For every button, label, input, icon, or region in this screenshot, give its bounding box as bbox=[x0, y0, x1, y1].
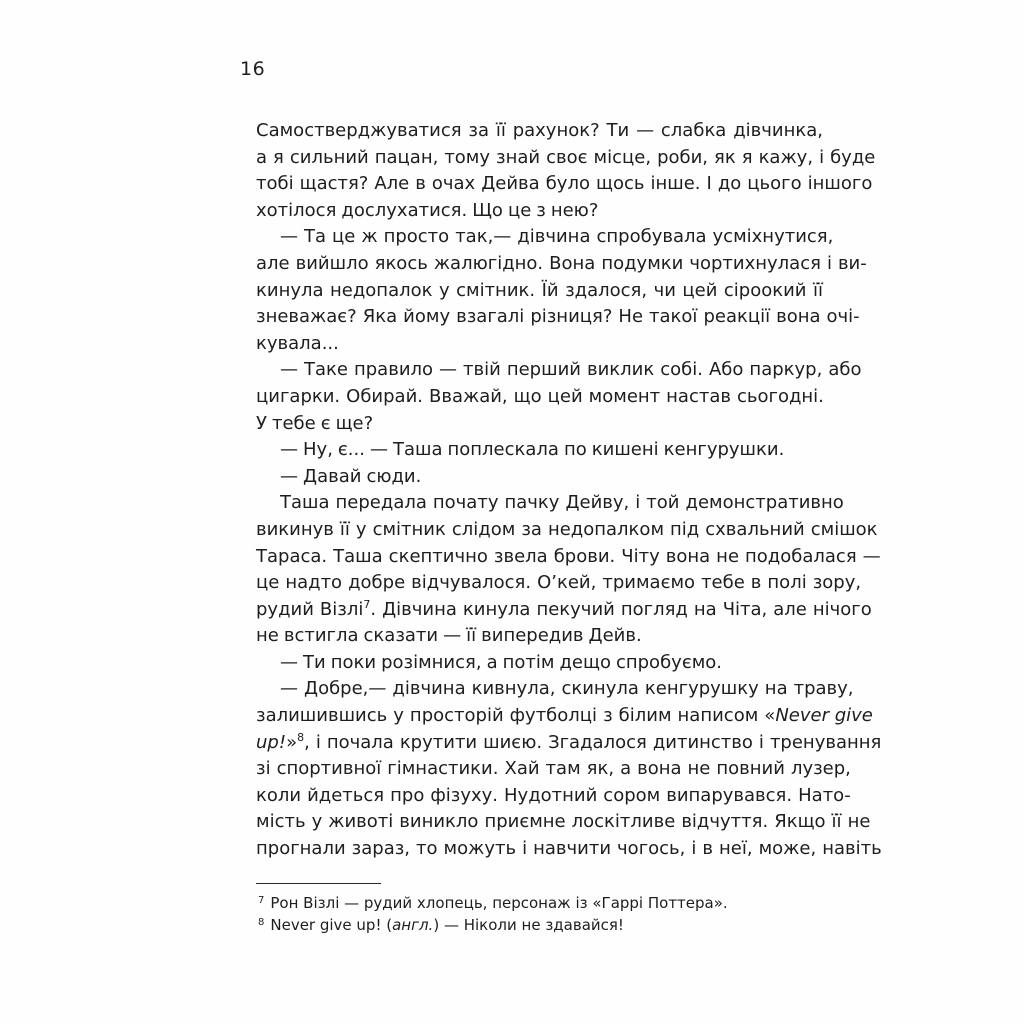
footnote-mark: 7 bbox=[258, 895, 265, 906]
footnote-ref-8: 8 bbox=[297, 730, 305, 744]
footnotes bbox=[258, 893, 818, 936]
text-line: тобі щастя? Але в очах Дейва було щось інше. І до цього іншого bbox=[256, 173, 873, 195]
text-line: мість у животі виникло приємне лоскітливе відчуття. Якщо її не bbox=[256, 811, 871, 833]
text-line: але вийшло якось жалюгідно. Вона подумки чортихнулася і ви- bbox=[256, 252, 867, 274]
text-line: — Давай сюди. bbox=[280, 465, 422, 487]
english-phrase: up! bbox=[256, 731, 287, 753]
footnote-divider bbox=[256, 883, 381, 884]
footnote-7 bbox=[258, 893, 818, 915]
text-line: up!»$^8$, і почала крутити шиєю. Згадалося дитинство і тренування bbox=[256, 730, 882, 753]
footnote-mark: 8 bbox=[258, 916, 265, 928]
text-line: Таша передала почату пачку Дейву, і той демонстративно bbox=[280, 492, 844, 514]
footnote-ref-7: 7 bbox=[363, 597, 371, 611]
body-text bbox=[256, 118, 882, 863]
footnote-8: $^8$ Never give up! (англ.) — Ніколи не здавайся! bbox=[258, 915, 624, 934]
text-line: — Добре,— дівчина кивнула, скинула кенгурушку на траву, bbox=[280, 678, 854, 700]
text-line: викинув її у смітник слідом за недопалком під схвальний смішок bbox=[256, 518, 878, 540]
footnote-text: Рон Візлі — рудий хлопець, персонаж із «Гаррі Поттера». bbox=[270, 894, 728, 912]
english-phrase: Never give bbox=[775, 705, 873, 727]
text-line: це надто добре відчувалося. О’кей, тримаємо тебе в полі зору, bbox=[256, 572, 862, 594]
text-line: не встигла сказати — її випередив Дейв. bbox=[256, 625, 642, 647]
text-line: — Ну, є... — Таша поплескала по кишені кенгурушки. bbox=[280, 439, 785, 461]
text-line: хотілося дослухатися. Що це з нею? bbox=[256, 199, 599, 221]
text-line: — Та це ж просто так,— дівчина спробувала усміхнутися, bbox=[280, 226, 834, 248]
text-line: Тараса. Таша скептично звела брови. Чіту вона не подобалася — bbox=[256, 545, 881, 567]
text-line: Самостверджуватися за її рахунок? Ти — слабка дівчинка, bbox=[256, 120, 823, 141]
language-abbrev: англ. bbox=[392, 915, 434, 934]
text-line: зі спортивної гімнастики. Хай там як, а вона не повний лузер, bbox=[256, 758, 851, 780]
text-line: — Таке правило — твій перший виклик собі. Або паркур, або bbox=[280, 359, 862, 381]
text-line: кинула недопалок у смітник. Їй здалося, чи цей сіроокий її bbox=[256, 279, 823, 301]
text-line: залишившись у просторій футболці з білим написом «Never give bbox=[256, 705, 873, 727]
text-line: цигарки. Обирай. Вважай, що цей момент настав сьогодні. bbox=[256, 385, 824, 407]
text-line: кувала... bbox=[256, 332, 339, 354]
text-line: — Ти поки розімнися, а потім дещо спробуємо. bbox=[280, 651, 723, 673]
text-line: коли йдеться про фізуху. Нудотний сором випарувався. Нато- bbox=[256, 784, 851, 806]
text-line: У тебе є ще? bbox=[256, 412, 374, 434]
text-line: а я сильний пацан, тому знай своє місце, роби, як я кажу, і буде bbox=[256, 146, 876, 168]
text-line: рудий Візлі$^7$. Дівчина кинула пекучий погляд на Чіта, але нічого bbox=[256, 597, 872, 620]
text-line: прогнали зараз, то можуть і навчити чогось, і в неї, може, навіть bbox=[256, 838, 882, 860]
text-line: зневажає? Яка йому взагалі різниця? Не такої реакції вона очі- bbox=[256, 306, 860, 328]
page-number: 16 bbox=[240, 58, 266, 80]
